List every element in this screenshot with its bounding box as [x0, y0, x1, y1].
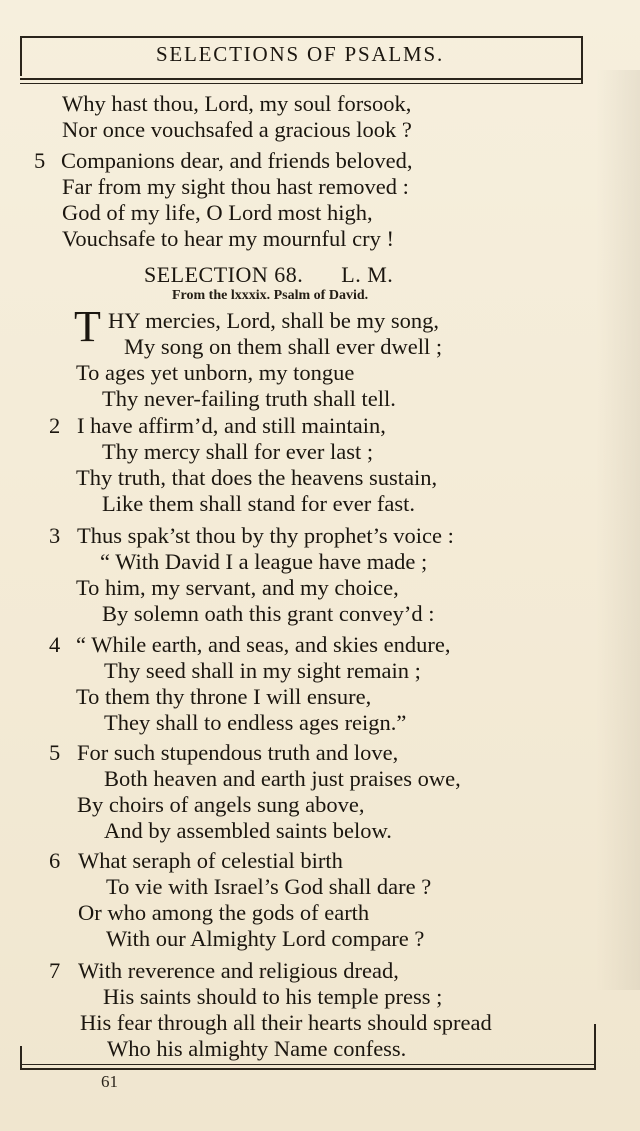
stanza-number: 5 — [49, 740, 61, 765]
footer-rule-thin — [20, 1064, 596, 1065]
s3-line-4: By solemn oath this grant convey’d : — [102, 601, 435, 626]
prior-stanza5-line-4: Vouchsafe to hear my mournful cry ! — [62, 226, 394, 251]
s1-line-3: To ages yet unborn, my tongue — [76, 360, 355, 385]
running-head: SELECTIONS OF PSALMS. — [155, 42, 445, 66]
selection-title: SELECTION 68. — [144, 262, 304, 287]
s7-line-3: His fear through all their hearts should spread — [80, 1010, 492, 1035]
stanza-number: 3 — [49, 523, 61, 548]
stanza-number: 2 — [49, 413, 61, 438]
page-edge-shadow — [596, 70, 640, 990]
s1-line-2: My song on them shall ever dwell ; — [124, 334, 443, 359]
prior-line-1: Why hast thou, Lord, my soul forsook, — [62, 91, 412, 116]
s6-line-2: To vie with Israel’s God shall dare ? — [106, 874, 432, 899]
s7-line-4: Who his almighty Name confess. — [107, 1036, 407, 1061]
page-number: 61 — [101, 1072, 118, 1091]
header-rule-bottom-thin — [20, 83, 583, 84]
selection-heading — [144, 262, 444, 288]
s2-line-2: Thy mercy shall for ever last ; — [102, 439, 374, 464]
stanza-number: 7 — [49, 958, 61, 983]
s5-line-4: And by assembled saints below. — [104, 818, 392, 843]
s4-line-4: They shall to endless ages reign.” — [104, 710, 407, 735]
s6-line-3: Or who among the gods of earth — [78, 900, 370, 925]
drop-cap: T — [74, 302, 101, 351]
prior-stanza5-line-2: Far from my sight thou hast removed : — [62, 174, 409, 199]
s1-line-4: Thy never-failing truth shall tell. — [102, 386, 396, 411]
frame-left-bottom — [20, 1046, 22, 1070]
s7-line-2: His saints should to his temple press ; — [103, 984, 443, 1009]
stanza-number: 6 — [49, 848, 61, 873]
s2-line-3: Thy truth, that does the heavens sustain, — [76, 465, 438, 490]
s1-line-1: HY mercies, Lord, shall be my song, — [108, 308, 439, 333]
s2-line-4: Like them shall stand for ever fast. — [102, 491, 416, 516]
selection-source: From the lxxxix. Psalm of David. — [172, 288, 369, 303]
s2-line-1: I have affirm’d, and still maintain, — [77, 413, 386, 438]
s3-line-1: Thus spak’st thou by thy prophet’s voice : — [77, 523, 454, 548]
s6-line-4: With our Almighty Lord compare ? — [106, 926, 425, 951]
s5-line-3: By choirs of angels sung above, — [77, 792, 365, 817]
s7-line-1: With reverence and religious dread, — [78, 958, 399, 983]
s6-line-1: What seraph of celestial birth — [78, 848, 343, 873]
s5-line-1: For such stupendous truth and love, — [77, 740, 399, 765]
prior-stanza5-line-3: God of my life, O Lord most high, — [62, 200, 373, 225]
s3-line-3: To him, my servant, and my choice, — [76, 575, 399, 600]
prior-line-2: Nor once vouchsafed a gracious look ? — [62, 117, 412, 142]
s4-line-2: Thy seed shall in my sight remain ; — [104, 658, 421, 683]
s4-line-3: To them thy throne I will ensure, — [76, 684, 372, 709]
stanza-number: 4 — [49, 632, 61, 657]
header-rule-bottom-thick — [20, 78, 583, 80]
stanza-number: 5 — [34, 148, 46, 173]
selection-meter: L. M. — [341, 262, 394, 287]
s4-line-1: “ While earth, and seas, and skies endure, — [76, 632, 451, 657]
prior-stanza5-line-1: Companions dear, and friends beloved, — [61, 148, 413, 173]
footer-rule-thick — [20, 1068, 596, 1070]
header-rule-top — [20, 36, 583, 38]
s3-line-2: “ With David I a league have made ; — [100, 549, 428, 574]
s5-line-2: Both heaven and earth just praises owe, — [104, 766, 461, 791]
